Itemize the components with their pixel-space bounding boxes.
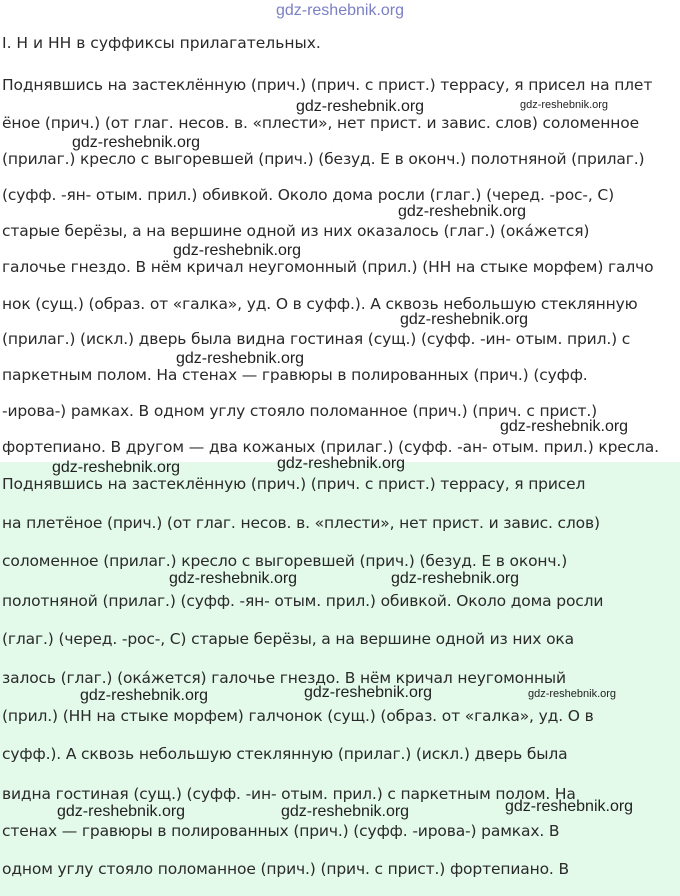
- text-line: соломенное (прилаг.) кресло с выгоревшей (прич.) (безуд. Е в оконч.): [2, 552, 568, 570]
- text-line: (прилаг.) (искл.) дверь была видна гостиная (сущ.) (суфф. -ин- отым. прил.) с: [2, 330, 631, 348]
- watermark: gdz-reshebnik.org: [391, 570, 520, 587]
- text-line: галочье гнездо. В нём кричал неугомонный (прил.) (НН на стыке морфем) галчо: [2, 258, 654, 276]
- text-line: -ирова-) рамках. В одном углу стояло поломанное (прич.) (прич. с прист.): [2, 402, 597, 420]
- watermark: gdz-reshebnik.org: [57, 803, 186, 820]
- text-line: на плетёное (прич.) (от глаг. несов. в. «плести», нет прист. и завис. слов): [2, 514, 600, 532]
- text-line: Поднявшись на застеклённую (прич.) (прич. с прист.) террасу, я присел на плет: [2, 76, 653, 94]
- text-line: стенах — гравюры в полированных (прич.) (суфф. -ирова-) рамках. В: [2, 822, 560, 840]
- text-line: (прилаг.) кресло с выгоревшей (прич.) (безуд. Е в оконч.) полотняной (прилаг.): [2, 150, 645, 168]
- watermark: gdz-reshebnik.org: [277, 455, 406, 472]
- text-line: суфф.). А сквозь небольшую стеклянную (прилаг.) (искл.) дверь была: [2, 745, 568, 763]
- watermark: gdz-reshebnik.org: [169, 570, 298, 587]
- watermark: gdz-reshebnik.org: [520, 99, 609, 111]
- text-line: одном углу стояло поломанное (прич.) (прич. с прист.) фортепиано. В: [2, 860, 569, 878]
- text-line: Поднявшись на застеклённую (прич.) (прич. с прист.) террасу, я присел: [2, 475, 586, 493]
- text-line: старые берёзы, а на вершине одной из них оказалось (глаг.) (окáжется): [2, 222, 590, 240]
- watermark: gdz-reshebnik.org: [398, 203, 527, 220]
- watermark: gdz-reshebnik.org: [173, 242, 302, 259]
- watermark: gdz-reshebnik.org: [304, 684, 433, 701]
- text-line: полотняной (прилаг.) (суфф. -ян- отым. прил.) обивкой. Около дома росли: [2, 592, 604, 610]
- site-logo[interactable]: gdz-reshebnik.org: [275, 2, 405, 19]
- text-line: ёное (прич.) (от глаг. несов. в. «плести», нет прист. и завис. слов) соломенное: [2, 114, 639, 132]
- text-line: фортепиано. В другом — два кожаных (прилаг.) (суфф. -ан- отым. прил.) кресла.: [2, 438, 659, 456]
- watermark: gdz-reshebnik.org: [281, 803, 410, 820]
- text-line: паркетным полом. На стенах — гравюры в полированных (прич.) (суфф.: [2, 366, 588, 384]
- text-line: (глаг.) (черед. -рос-, С) старые берёзы, а на вершине одной из них ока: [2, 630, 574, 648]
- text-line: залось (глаг.) (окáжется) галочье гнездо. В нём кричал неугомонный: [2, 669, 566, 687]
- text-line: (суфф. -ян- отым. прил.) обивкой. Около дома росли (глаг.) (черед. -рос-, С): [2, 186, 614, 204]
- watermark: gdz-reshebnik.org: [296, 98, 425, 115]
- text-line: (прил.) (НН на стыке морфем) галчонок (сущ.) (образ. от «галка», уд. О в: [2, 707, 594, 725]
- watermark: gdz-reshebnik.org: [500, 418, 629, 435]
- page-heading: I. Н и НН в суффиксы прилагательных.: [2, 34, 321, 52]
- text-line: нок (сущ.) (образ. от «галка», уд. О в суфф.). А сквозь небольшую стеклянную: [2, 295, 638, 313]
- watermark: gdz-reshebnik.org: [52, 459, 181, 476]
- watermark: gdz-reshebnik.org: [505, 798, 634, 815]
- watermark: gdz-reshebnik.org: [176, 350, 305, 367]
- watermark: gdz-reshebnik.org: [528, 688, 617, 700]
- watermark: gdz-reshebnik.org: [400, 311, 529, 328]
- text-line: видна гостиная (сущ.) (суфф. -ин- отым. прил.) с паркетным полом. На: [2, 785, 576, 803]
- watermark: gdz-reshebnik.org: [80, 687, 209, 704]
- watermark: gdz-reshebnik.org: [72, 134, 201, 151]
